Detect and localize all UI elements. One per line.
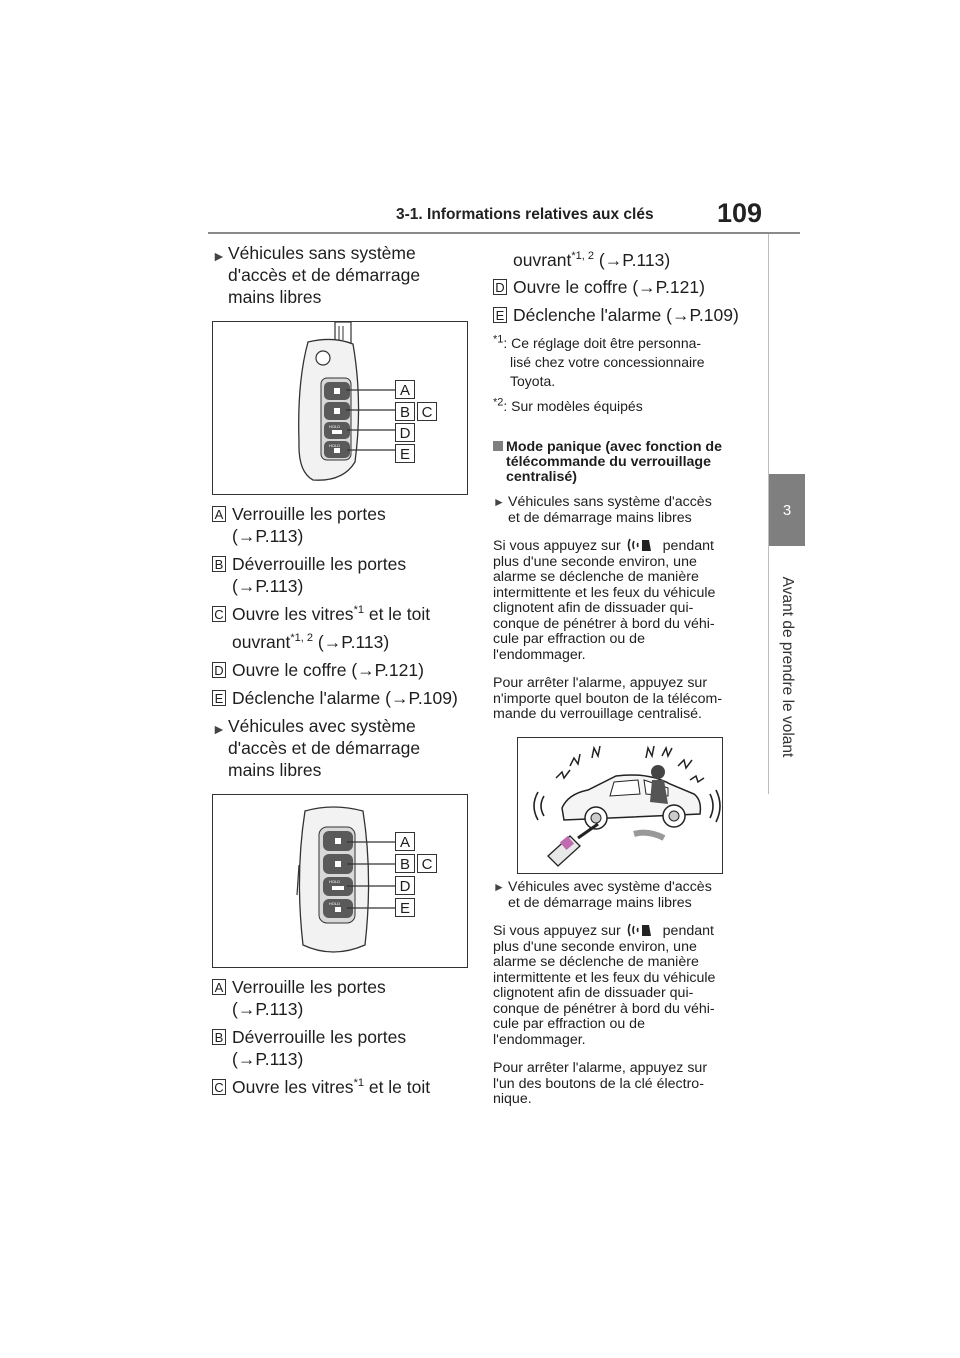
item-marker: E [493, 307, 507, 323]
paragraph-text: Si vous appuyez sur [493, 923, 621, 939]
panic-mode-figure [517, 737, 723, 874]
list-item-c [212, 1076, 430, 1098]
car-alarm-illustration [518, 738, 722, 873]
item-text: Ouvre le coffre (→P.121) [513, 277, 705, 297]
footnote-mark: *1, 2 [571, 250, 595, 263]
paragraph-line: conque de pénétrer à bord du véhi- [493, 615, 715, 632]
key-fob-figure-1 [212, 321, 468, 495]
item-marker: C [212, 1079, 226, 1095]
heading-line: d'accès et de démarrage [228, 265, 421, 285]
footnote-mark: *1 [353, 1077, 364, 1090]
paragraph-text: pendant [662, 538, 714, 554]
item-ref: (→P.113) [232, 1049, 304, 1069]
footnote-1 [493, 334, 705, 391]
item-ref: (→P.113) [232, 526, 304, 546]
chapter-side-label [769, 552, 805, 782]
subheading-no-smart [493, 495, 712, 526]
bullet-heading-no-smart [212, 242, 420, 308]
item-marker: A [212, 506, 226, 522]
paragraph-line: cule par effraction ou de [493, 1016, 645, 1032]
subheading-line: Véhicules avec système d'accès [508, 879, 712, 895]
item-ref: (→P.113) [594, 250, 671, 270]
paragraph-line: plus d'une seconde environ, une [493, 938, 697, 955]
list-item-d [493, 276, 705, 298]
paragraph-line: intermittente et les feux du véhicule [493, 969, 716, 986]
heading-line: Véhicules avec système [228, 716, 416, 736]
paragraph-text: Si vous appuyez sur [493, 538, 621, 554]
item-text: Verrouille les portes [232, 977, 386, 997]
list-item-d [212, 659, 424, 681]
paragraph-panic-1 [493, 538, 763, 663]
list-item-a [212, 503, 386, 547]
item-text: Déclenche l'alarme (→P.109) [232, 688, 458, 708]
callout-e: E [395, 444, 415, 463]
paragraph-line: nique. [493, 1091, 532, 1107]
item-text: Déverrouille les portes [232, 554, 407, 574]
item-marker: A [212, 979, 226, 995]
subheading-smart [493, 880, 712, 911]
footnote-mark: *1 [353, 604, 364, 617]
square-bullet-icon [493, 441, 503, 451]
paragraph-line: clignotent afin de dissuader qui- [493, 985, 694, 1001]
item-text: et le toit [363, 1077, 431, 1097]
heading-line: mains libres [228, 760, 322, 780]
page-number: 109 [717, 198, 763, 228]
footnote-mark: *1 [493, 333, 504, 346]
heading-line: d'accès et de démarrage [228, 738, 421, 758]
paragraph-line: mande du verrouillage centralisé. [493, 706, 702, 722]
section-title-line: Mode panique (avec fonction de [506, 439, 722, 455]
callout-c: C [417, 402, 437, 421]
paragraph-line: conque de pénétrer à bord du véhi- [493, 1000, 715, 1017]
paragraph-panic-4 [493, 1061, 707, 1108]
hold-label: HOLD [329, 443, 341, 448]
callout-a: A [395, 380, 415, 399]
paragraph-line: l'endommager. [493, 646, 586, 663]
chapter-tab-number: 3 [782, 501, 792, 519]
paragraph-line: l'endommager. [493, 1031, 586, 1048]
paragraph-line: alarme se déclenche de manière [493, 569, 699, 585]
footnote-text: Toyota. [510, 373, 556, 389]
item-text: Déverrouille les portes [232, 1027, 407, 1047]
item-text: Déclenche l'alarme (→P.109) [513, 305, 739, 325]
paragraph-text: pendant [662, 923, 714, 939]
item-text: et le toit [363, 604, 431, 624]
item-text: Ouvre les vitres [232, 1077, 354, 1097]
item-marker: B [212, 556, 226, 572]
callout-d: D [395, 876, 415, 895]
item-marker: D [493, 279, 507, 295]
callout-b: B [395, 402, 415, 421]
subheading-line: et de démarrage mains libres [508, 509, 692, 526]
key-fob-figure-2 [212, 794, 468, 968]
panic-button-icon [627, 538, 657, 552]
footnote-text: : Ce réglage doit être personna- [503, 335, 702, 351]
chapter-tab[interactable] [769, 474, 805, 546]
paragraph-line: clignotent afin de dissuader qui- [493, 600, 694, 616]
section-title [493, 440, 722, 485]
item-marker: C [212, 606, 226, 622]
footnote-2 [493, 397, 643, 416]
paragraph-line: intermittente et les feux du véhicule [493, 584, 716, 601]
list-item-e [493, 304, 739, 326]
list-item-c-continued [513, 249, 670, 271]
list-item-a [212, 976, 386, 1020]
hold-label: HOLD [329, 424, 341, 429]
triangle-bullet-icon: ► [493, 880, 505, 894]
bullet-heading-smart [212, 715, 420, 781]
item-text: ouvrant [232, 632, 291, 652]
callout-d: D [395, 423, 415, 442]
paragraph-line: alarme se déclenche de manière [493, 954, 699, 970]
paragraph-panic-2 [493, 676, 722, 723]
chapter-side-label-text: Avant de prendre le volant [779, 576, 796, 758]
list-item-b [212, 553, 406, 597]
footnote-text: lisé chez votre concessionnaire [510, 354, 705, 370]
subheading-line: et de démarrage mains libres [508, 894, 692, 911]
callout-a: A [395, 832, 415, 851]
paragraph-panic-3 [493, 923, 763, 1048]
list-item-c [212, 603, 430, 653]
triangle-bullet-icon: ► [212, 721, 226, 737]
paragraph-line: cule par effraction ou de [493, 631, 645, 647]
item-ref: (→P.113) [313, 632, 390, 652]
item-text: Ouvre les vitres [232, 604, 354, 624]
callout-e: E [395, 898, 415, 917]
panic-button-icon [627, 923, 657, 937]
item-text: Ouvre le coffre (→P.121) [232, 660, 424, 680]
footnote-mark: *1, 2 [290, 632, 314, 645]
section-title-line: centralisé) [506, 469, 577, 485]
callout-c: C [417, 854, 437, 873]
paragraph-line: n'importe quel bouton de la télécom- [493, 690, 723, 707]
list-item-b [212, 1026, 406, 1070]
item-marker: B [212, 1029, 226, 1045]
item-marker: D [212, 662, 226, 678]
paragraph-line: plus d'une seconde environ, une [493, 553, 697, 570]
item-text: Verrouille les portes [232, 504, 386, 524]
hold-label: HOLD [329, 901, 341, 906]
item-ref: (→P.113) [232, 576, 304, 596]
hold-label: HOLD [329, 879, 341, 884]
section-title-line: télécommande du verrouillage [506, 454, 711, 470]
item-marker: E [212, 690, 226, 706]
item-text: ouvrant [513, 250, 572, 270]
heading-line: mains libres [228, 287, 322, 307]
heading-line: Véhicules sans système [228, 243, 416, 263]
subheading-line: Véhicules sans système d'accès [508, 494, 712, 510]
footnote-text: : Sur modèles équipés [503, 398, 643, 414]
triangle-bullet-icon: ► [493, 495, 505, 509]
paragraph-line: l'un des boutons de la clé électro- [493, 1075, 704, 1092]
section-header: 3-1. Informations relatives aux clés [396, 206, 654, 223]
smart-key-illustration [213, 795, 467, 967]
list-item-e [212, 687, 458, 709]
triangle-bullet-icon: ► [212, 248, 226, 264]
item-ref: (→P.113) [232, 999, 304, 1019]
paragraph-line: Pour arrêter l'alarme, appuyez sur [493, 1060, 708, 1076]
footnote-mark: *2 [493, 396, 504, 409]
header-rule [208, 232, 800, 234]
callout-b: B [395, 854, 415, 873]
paragraph-line: Pour arrêter l'alarme, appuyez sur [493, 675, 708, 691]
